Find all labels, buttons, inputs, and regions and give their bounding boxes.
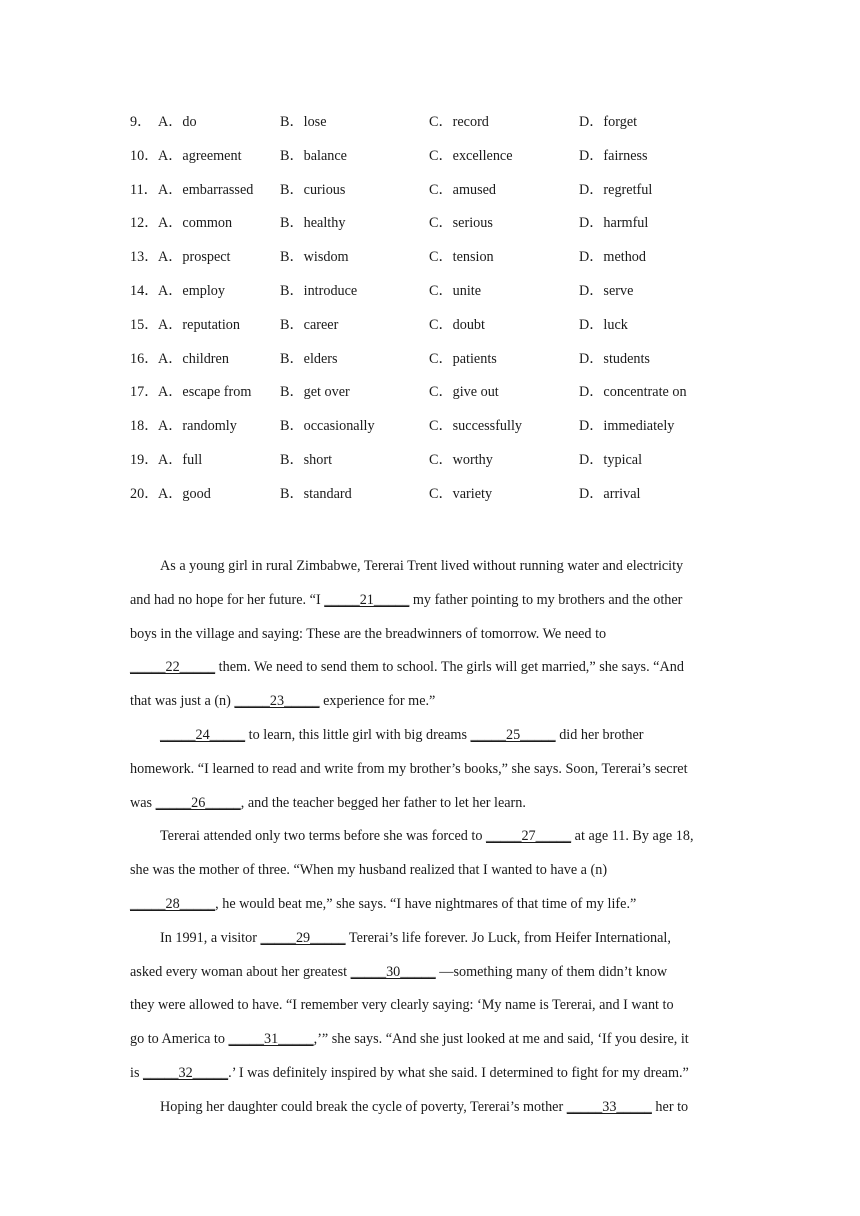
option-row	[130, 484, 750, 518]
option-b: B．elders	[280, 350, 338, 367]
answer-blank[interactable]: _____24_____	[160, 726, 246, 743]
option-b: B．occasionally	[280, 418, 375, 435]
option-a: A．do	[158, 114, 197, 130]
passage-line	[130, 888, 736, 922]
option-row	[130, 281, 750, 315]
passage-text: homework. “I learned to read and write from my brother’s books,” she says. Soon, Tererai’s secret	[130, 760, 688, 777]
option-b: B．healthy	[280, 215, 346, 232]
passage-text: they were allowed to have. “I remember very clearly saying: ‘My name is Tererai, and I want to	[130, 997, 674, 1014]
passage-text: did her brother	[555, 726, 644, 743]
option-a: A．reputation	[158, 316, 240, 333]
option-d: D．forget	[579, 114, 638, 130]
passage-text: In 1991, a visitor	[160, 929, 261, 946]
passage-text: to learn, this little girl with big dreams	[245, 726, 471, 743]
passage-line	[130, 1023, 736, 1057]
passage-text: Tererai attended only two terms before she was forced to	[160, 828, 486, 845]
answer-blank[interactable]: _____32_____	[143, 1064, 229, 1081]
option-c: C．doubt	[429, 316, 485, 333]
passage-text: my father pointing to my brothers and the other	[409, 591, 683, 608]
passage-line	[130, 685, 736, 719]
option-c: C．serious	[429, 215, 493, 232]
passage-line	[130, 584, 736, 618]
question-number: 20．	[130, 485, 159, 502]
option-row	[130, 112, 750, 146]
option-b: B．get over	[280, 384, 350, 401]
passage-text: that was just a (n)	[130, 693, 235, 710]
answer-blank[interactable]: _____29_____	[260, 929, 346, 946]
question-number: 15．	[130, 316, 159, 333]
answer-blank[interactable]: _____23_____	[234, 693, 320, 710]
answer-blank[interactable]: _____30_____	[350, 963, 436, 980]
passage-line	[130, 1057, 736, 1091]
answer-blank[interactable]: _____22_____	[130, 659, 216, 676]
answer-blank[interactable]: _____33_____	[566, 1098, 652, 1115]
option-row	[130, 382, 750, 416]
answer-blank[interactable]: _____25_____	[470, 726, 556, 743]
option-b: B．short	[280, 451, 333, 468]
passage-text: asked every woman about her greatest	[130, 963, 351, 980]
passage-text: and had no hope for her future. “I	[130, 591, 325, 608]
option-c: C．give out	[429, 384, 499, 401]
passage-text: , and the teacher begged her father to let her learn.	[240, 794, 526, 811]
passage-text: go to America to	[130, 1031, 229, 1048]
option-c: C．worthy	[429, 451, 493, 468]
option-row	[130, 450, 750, 484]
option-d: D．regretful	[579, 181, 653, 198]
passage-line	[130, 651, 736, 685]
option-a: A．randomly	[158, 418, 237, 435]
option-c: C．amused	[429, 181, 496, 198]
option-b: B．curious	[280, 181, 346, 198]
passage-text: at age 11. By age 18,	[571, 828, 694, 845]
option-row	[130, 146, 750, 180]
option-c: C．tension	[429, 249, 494, 266]
passage-line	[130, 753, 736, 787]
question-number: 18．	[130, 418, 159, 435]
passage-text: them. We need to send them to school. The girls will get married,” she says. “And	[215, 659, 684, 676]
option-d: D．students	[579, 350, 650, 367]
question-number: 17．	[130, 384, 159, 401]
option-a: A．full	[158, 451, 203, 468]
passage-line	[130, 787, 736, 821]
option-row	[130, 247, 750, 281]
passage-line	[130, 922, 736, 956]
option-b: B．wisdom	[280, 249, 349, 266]
passage-text: her to	[651, 1098, 689, 1115]
question-number: 9．	[130, 114, 152, 130]
passage-line	[130, 956, 736, 990]
passage-text: is	[130, 1064, 144, 1081]
question-number: 13．	[130, 249, 159, 266]
question-number: 12．	[130, 215, 159, 232]
option-c: C．variety	[429, 485, 493, 502]
answer-blank[interactable]: _____26_____	[155, 794, 241, 811]
option-d: D．luck	[579, 316, 628, 333]
passage-line	[130, 550, 736, 584]
passage-line	[130, 854, 736, 888]
option-a: A．prospect	[158, 249, 231, 266]
option-d: D．fairness	[579, 147, 648, 164]
options-table	[130, 112, 750, 518]
option-c: C．patients	[429, 350, 497, 367]
option-a: A．good	[158, 485, 211, 502]
option-c: C．record	[429, 114, 489, 130]
option-d: D．arrival	[579, 485, 641, 502]
option-a: A．agreement	[158, 147, 242, 164]
option-d: D．immediately	[579, 418, 675, 435]
option-a: A．common	[158, 215, 233, 232]
question-number: 11．	[130, 181, 158, 198]
passage-text: —something many of them didn’t know	[435, 963, 668, 980]
option-b: B．balance	[280, 147, 347, 164]
passage-text: she was the mother of three. “When my husband realized that I wanted to have a (n)	[130, 862, 608, 879]
question-number: 19．	[130, 451, 159, 468]
cloze-passage	[130, 550, 736, 1125]
passage-line	[130, 719, 736, 753]
option-row	[130, 213, 750, 247]
passage-text: was	[130, 794, 156, 811]
option-d: D．typical	[579, 451, 643, 468]
passage-text: .’ I was definitely inspired by what she said. I determined to fight for my dream.”	[228, 1064, 689, 1081]
question-number: 16．	[130, 350, 159, 367]
passage-text: ,’” she says. “And she just looked at me and said, ‘If you desire, it	[313, 1031, 689, 1048]
option-b: B．career	[280, 316, 339, 333]
passage-line	[130, 820, 736, 854]
option-a: A．employ	[158, 282, 225, 299]
option-d: D．harmful	[579, 215, 649, 232]
option-row	[130, 416, 750, 450]
option-row	[130, 349, 750, 383]
passage-line	[130, 1091, 736, 1125]
option-row	[130, 315, 750, 349]
option-d: D．concentrate on	[579, 384, 687, 401]
passage-line	[130, 989, 736, 1023]
option-a: A．children	[158, 350, 229, 367]
option-c: C．successfully	[429, 418, 522, 435]
option-d: D．method	[579, 249, 646, 266]
passage-text: Hoping her daughter could break the cycle of poverty, Tererai’s mother	[160, 1098, 567, 1115]
option-c: C．unite	[429, 282, 482, 299]
option-row	[130, 180, 750, 214]
passage-text: boys in the village and saying: These are the breadwinners of tomorrow. We need to	[130, 625, 607, 642]
passage-text: experience for me.”	[319, 693, 436, 710]
answer-blank[interactable]: _____28_____	[130, 895, 216, 912]
option-c: C．excellence	[429, 147, 513, 164]
option-b: B．standard	[280, 485, 352, 502]
option-a: A．escape from	[158, 384, 252, 401]
passage-text: , he would beat me,” she says. “I have nightmares of that time of my life.”	[215, 895, 637, 912]
passage-text: As a young girl in rural Zimbabwe, Tererai Trent lived without running water and electricity	[160, 558, 684, 574]
answer-blank[interactable]: _____31_____	[228, 1031, 314, 1048]
answer-blank[interactable]: _____27_____	[485, 828, 572, 845]
answer-blank[interactable]: _____21_____	[324, 591, 410, 608]
question-number: 10．	[130, 147, 159, 164]
option-d: D．serve	[579, 282, 634, 299]
option-b: B．lose	[280, 114, 327, 130]
question-number: 14．	[130, 282, 159, 299]
passage-text: Tererai’s life forever. Jo Luck, from Heifer International,	[345, 929, 671, 946]
option-b: B．introduce	[280, 282, 358, 299]
passage-line	[130, 618, 736, 652]
option-a: A．embarrassed	[158, 181, 254, 198]
